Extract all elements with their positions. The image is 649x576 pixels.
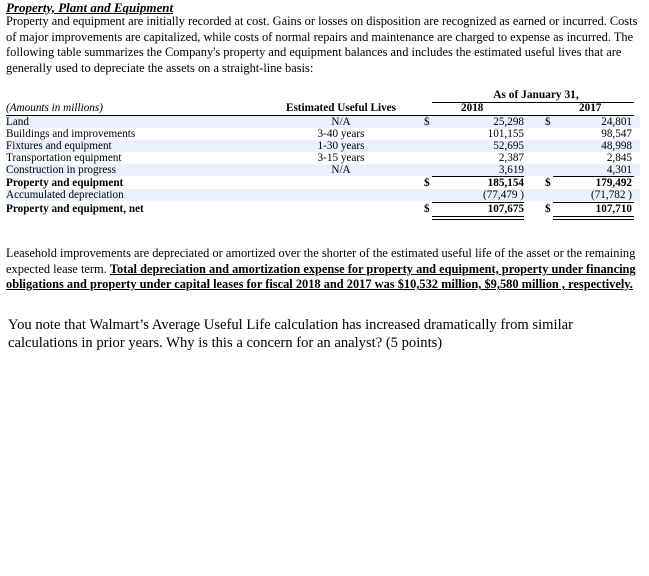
row-currency-2018: $ — [424, 116, 430, 128]
table-row — [6, 152, 640, 164]
row-life: 1-30 years — [317, 140, 365, 152]
amounts-label: (Amounts in millions) — [6, 102, 103, 114]
row-label: Construction in progress — [6, 164, 117, 176]
column-header-row — [6, 102, 640, 114]
row-label: Fixtures and equipment — [6, 140, 112, 152]
row-value-2017: 24,801 — [601, 116, 632, 128]
year-2018-header: 2018 — [461, 102, 484, 114]
row-label: Buildings and improvements — [6, 128, 136, 140]
row-value-2018: 52,695 — [493, 140, 524, 152]
row-label: Land — [6, 116, 29, 128]
question-text: You note that Walmart’s Average Useful Life calculation has increased dramatically from similar calculations in prior years. Why is this a concern for an analyst? (5 points) — [8, 317, 573, 351]
table-row — [6, 189, 640, 201]
row-value-2017: 98,547 — [601, 128, 632, 140]
row-value-2018: 185,154 — [487, 177, 524, 189]
row-value-2018: 2,387 — [498, 152, 524, 164]
row-value-2018: 101,155 — [487, 128, 524, 140]
depreciation-paragraph — [6, 246, 642, 293]
row-label: Accumulated depreciation — [6, 189, 124, 201]
row-currency-2018: $ — [424, 177, 430, 189]
row-value-2017: 107,710 — [595, 203, 632, 215]
table-row — [6, 177, 640, 189]
intro-paragraph: Property and equipment are initially recorded at cost. Gains or losses on disposition are recognized as earned or incurred. Costs of major improvements are capitalized, while costs of normal repairs and maintenance are charged to expense as incurred. The following table summarizes the Company's property and equipment balances and includes the estimated useful lives that are generally used to depreciate the assets on a straight-line basis: — [6, 14, 638, 75]
section-title: Property, Plant and Equipment — [6, 0, 174, 15]
row-value-2017: 4,301 — [606, 164, 632, 176]
row-life: 3-40 years — [317, 128, 365, 140]
table-row — [6, 164, 640, 176]
table-row — [6, 140, 640, 152]
row-value-2018: 3,619 — [498, 164, 524, 176]
row-label: Transportation equipment — [6, 152, 122, 164]
row-currency-2017: $ — [545, 177, 551, 189]
lives-header: Estimated Useful Lives — [285, 102, 396, 114]
leasehold-text: Leasehold improvements are depreciated or amortized over the shorter of the estimated useful life of the asset or the remaining expected lease term. — [6, 246, 636, 276]
row-value-2017: 2,845 — [606, 152, 632, 164]
row-label: Property and equipment, net — [6, 203, 144, 215]
row-currency-2017: $ — [545, 116, 551, 128]
row-value-2018: 107,675 — [487, 203, 524, 215]
row-value-2017: 179,492 — [595, 177, 632, 189]
year-2017-header: 2017 — [579, 102, 602, 114]
row-value-2018: (77,479 ) — [482, 189, 524, 201]
row-life: N/A — [331, 164, 351, 176]
total-double-rule-2018 — [432, 216, 524, 220]
row-currency-2018: $ — [424, 203, 430, 215]
row-label: Property and equipment — [6, 177, 124, 189]
row-life: N/A — [331, 116, 351, 128]
table-row — [6, 116, 640, 128]
row-life: 3-15 years — [317, 152, 365, 164]
depreciation-total-text: Total depreciation and amortization expense for property and equipment, property under financing obligations and property under capital leases for fiscal 2018 and 2017 was $10,532 million, $9,580 million , respectively. — [6, 261, 636, 292]
row-value-2017: 48,998 — [601, 140, 632, 152]
as-of-header: As of January 31, — [493, 89, 579, 101]
row-value-2018: 25,298 — [493, 116, 524, 128]
total-double-rule-2017 — [553, 216, 634, 220]
row-currency-2017: $ — [545, 203, 551, 215]
table-row — [6, 128, 640, 140]
table-row — [6, 203, 640, 215]
row-value-2017: (71,782 ) — [590, 189, 632, 201]
